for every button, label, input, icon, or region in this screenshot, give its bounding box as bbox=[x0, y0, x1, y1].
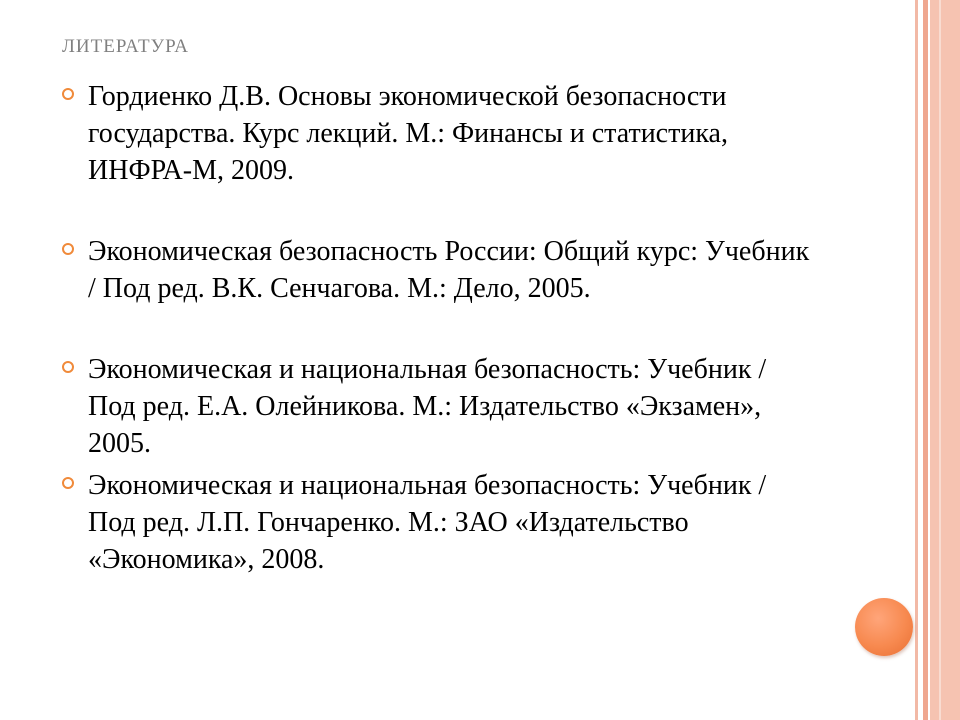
stripe-highlight bbox=[939, 0, 941, 720]
list-item bbox=[60, 467, 820, 578]
ring-bullet-icon bbox=[62, 477, 74, 489]
ring-bullet-icon bbox=[62, 243, 74, 255]
list-item bbox=[60, 351, 820, 462]
list-item bbox=[60, 233, 820, 307]
list-item bbox=[60, 78, 820, 189]
orange-circle-decoration bbox=[855, 598, 913, 656]
ring-bullet-icon bbox=[62, 361, 74, 373]
ring-bullet-icon bbox=[62, 88, 74, 100]
right-decorative-stripes bbox=[915, 0, 960, 720]
stripe-medium bbox=[923, 0, 928, 720]
reference-text: Экономическая и национальная безопасность: Учебник / Под ред. Е.А. Олейникова. М.: Издательство «Экзамен», 2005. bbox=[88, 354, 767, 459]
stripe-thin bbox=[915, 0, 918, 720]
reference-text: Экономическая безопасность России: Общий курс: Учебник / Под ред. В.К. Сенчагова. М.: Дело, 2005. bbox=[88, 236, 810, 304]
stripe-wide bbox=[930, 0, 960, 720]
reference-text: Экономическая и национальная безопасность: Учебник / Под ред. Л.П. Гончаренко. М.: ЗАО «Издательство «Экономика», 2008. bbox=[88, 470, 767, 575]
slide-title: ЛИТЕРАТУРА bbox=[62, 36, 189, 57]
reference-list bbox=[60, 78, 820, 578]
reference-text: Гордиенко Д.В. Основы экономической безопасности государства. Курс лекций. М.: Финансы и статистика, ИНФРА-М, 2009. bbox=[88, 81, 728, 186]
